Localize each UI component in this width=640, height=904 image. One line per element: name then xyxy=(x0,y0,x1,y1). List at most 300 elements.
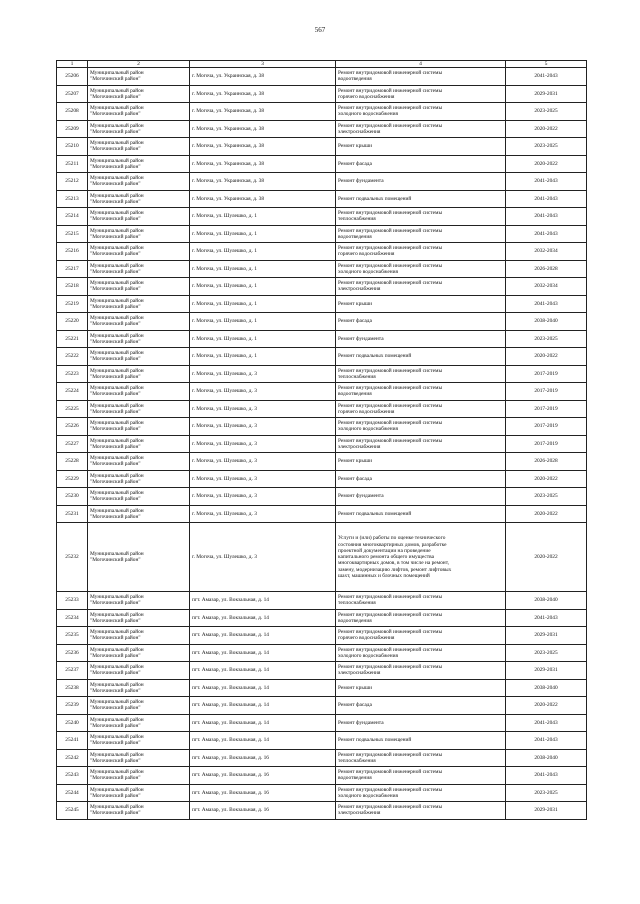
work-type-line: горячего водоснабжения xyxy=(338,408,395,415)
address-cell: г. Могоча, ул. Шулешко, д. 1 xyxy=(190,278,336,296)
row-number-cell: 25220 xyxy=(57,313,88,331)
table-row xyxy=(57,627,587,645)
work-type-line: горячего водоснабжения xyxy=(338,635,395,642)
address-cell: г. Могоча, ул. Шулешко, д. 1 xyxy=(190,313,336,331)
municipality-line: "Могочинский район" xyxy=(90,373,141,380)
table-row xyxy=(57,85,587,103)
municipality-cell xyxy=(88,120,190,138)
work-type-line: Ремонт внутридомовой инженерной системы xyxy=(338,769,443,776)
address-cell: пгт. Амазар, ул. Вокзальная, д. 14 xyxy=(190,679,336,697)
municipality-line: Муниципальный район xyxy=(90,699,144,706)
table-row xyxy=(57,138,587,156)
municipality-line: Муниципальный район xyxy=(90,804,144,811)
row-number-cell: 25217 xyxy=(57,260,88,278)
work-type-line: Ремонт внутридомовой инженерной системы xyxy=(338,210,443,217)
row-number-cell: 25236 xyxy=(57,644,88,662)
planned-period-cell: 2017-2019 xyxy=(506,435,587,453)
address-cell: г. Могоча, ул. Украинская, д. 38 xyxy=(190,103,336,121)
work-type-line: теплоснабжения xyxy=(338,373,376,380)
address-cell: пгт. Амазар, ул. Вокзальная, д. 14 xyxy=(190,592,336,610)
work-type-cell xyxy=(336,609,506,627)
municipality-cell xyxy=(88,627,190,645)
municipality-line: "Могочинский район" xyxy=(90,478,141,485)
table-row xyxy=(57,679,587,697)
work-type-line: Ремонт крыши xyxy=(338,143,372,150)
row-number-cell: 25209 xyxy=(57,120,88,138)
municipality-line: Муниципальный район xyxy=(90,175,144,182)
municipality-cell xyxy=(88,208,190,226)
address-cell: г. Могоча, ул. Шулешко, д. 1 xyxy=(190,208,336,226)
work-type-line: Ремонт внутридомовой инженерной системы xyxy=(338,122,443,129)
municipality-line: Муниципальный район xyxy=(90,140,144,147)
table-row xyxy=(57,278,587,296)
municipality-line: "Могочинский район" xyxy=(90,740,141,747)
municipality-line: Муниципальный район xyxy=(90,455,144,462)
municipality-line: "Могочинский район" xyxy=(90,338,141,345)
municipality-cell xyxy=(88,260,190,278)
municipality-line: Муниципальный район xyxy=(90,70,144,77)
column-header-2: 2 xyxy=(88,61,190,68)
table-row xyxy=(57,609,587,627)
work-type-line: Услуги и (или) работы по оценке технического xyxy=(338,535,446,542)
work-type-line: Ремонт внутридомовой инженерной системы xyxy=(338,664,443,671)
work-type-cell xyxy=(336,208,506,226)
table-row xyxy=(57,173,587,191)
municipality-line: "Могочинский район" xyxy=(90,391,141,398)
work-type-line: холодного водоснабжения xyxy=(338,111,398,118)
address-cell: пгт. Амазар, ул. Вокзальная, д. 16 xyxy=(190,784,336,802)
municipality-line: "Могочинский район" xyxy=(90,321,141,328)
municipality-cell xyxy=(88,523,190,592)
municipality-line: "Могочинский район" xyxy=(90,705,141,712)
work-type-line: Ремонт фундамента xyxy=(338,335,384,342)
table-row xyxy=(57,155,587,173)
planned-period-cell: 2023-2025 xyxy=(506,784,587,802)
work-type-cell xyxy=(336,470,506,488)
municipality-cell xyxy=(88,470,190,488)
row-number-cell: 25242 xyxy=(57,749,88,767)
planned-period-cell: 2023-2025 xyxy=(506,138,587,156)
municipality-line: "Могочинский район" xyxy=(90,775,141,782)
municipality-cell xyxy=(88,418,190,436)
table-row xyxy=(57,470,587,488)
planned-period-cell: 2020-2022 xyxy=(506,155,587,173)
work-type-cell xyxy=(336,225,506,243)
address-cell: пгт. Амазар, ул. Вокзальная, д. 14 xyxy=(190,697,336,715)
repair-schedule-table xyxy=(56,60,587,820)
work-type-line: Ремонт фасада xyxy=(338,318,372,325)
planned-period-cell: 2041-2043 xyxy=(506,225,587,243)
planned-period-cell: 2017-2019 xyxy=(506,418,587,436)
municipality-line: "Могочинский район" xyxy=(90,233,141,240)
table-row xyxy=(57,644,587,662)
row-number-cell: 25238 xyxy=(57,679,88,697)
table-row xyxy=(57,295,587,313)
work-type-line: холодного водоснабжения xyxy=(338,268,398,275)
municipality-cell xyxy=(88,453,190,471)
row-number-cell: 25234 xyxy=(57,609,88,627)
municipality-cell xyxy=(88,592,190,610)
table-row xyxy=(57,802,587,820)
planned-period-cell: 2017-2019 xyxy=(506,365,587,383)
work-type-line: Ремонт внутридомовой инженерной системы xyxy=(338,804,443,811)
municipality-line: "Могочинский район" xyxy=(90,443,141,450)
planned-period-cell: 2029-2031 xyxy=(506,662,587,680)
row-number-cell: 25206 xyxy=(57,68,88,86)
table-row xyxy=(57,208,587,226)
address-cell: г. Могоча, ул. Шулешко, д. 3 xyxy=(190,418,336,436)
work-type-line: Ремонт фундамента xyxy=(338,719,384,726)
address-cell: г. Могоча, ул. Украинская, д. 38 xyxy=(190,155,336,173)
municipality-line: "Могочинский район" xyxy=(90,600,141,607)
table-row xyxy=(57,225,587,243)
work-type-cell xyxy=(336,173,506,191)
row-number-cell: 25226 xyxy=(57,418,88,436)
work-type-cell xyxy=(336,103,506,121)
municipality-cell xyxy=(88,609,190,627)
work-type-line: водоотведения xyxy=(338,391,372,398)
planned-period-cell: 2038-2040 xyxy=(506,592,587,610)
municipality-line: Муниципальный район xyxy=(90,122,144,129)
work-type-cell xyxy=(336,418,506,436)
municipality-line: Муниципальный район xyxy=(90,437,144,444)
work-type-cell xyxy=(336,784,506,802)
planned-period-cell: 2026-2028 xyxy=(506,453,587,471)
work-type-cell xyxy=(336,295,506,313)
table-row xyxy=(57,435,587,453)
address-cell: г. Могоча, ул. Шулешко, д. 1 xyxy=(190,243,336,261)
table-row xyxy=(57,313,587,331)
table-row xyxy=(57,330,587,348)
municipality-cell xyxy=(88,243,190,261)
municipality-line: "Могочинский район" xyxy=(90,146,141,153)
work-type-cell xyxy=(336,348,506,366)
row-number-cell: 25228 xyxy=(57,453,88,471)
municipality-line: "Могочинский район" xyxy=(90,356,141,363)
table-row xyxy=(57,383,587,401)
planned-period-cell: 2032-2034 xyxy=(506,243,587,261)
planned-period-cell: 2020-2022 xyxy=(506,470,587,488)
municipality-line: "Могочинский район" xyxy=(90,286,141,293)
row-number-cell: 25241 xyxy=(57,732,88,750)
work-type-cell xyxy=(336,714,506,732)
municipality-line: Муниципальный район xyxy=(90,245,144,252)
column-header-5: 5 xyxy=(506,61,587,68)
work-type-line: Ремонт крыши xyxy=(338,300,372,307)
row-number-cell: 25213 xyxy=(57,190,88,208)
municipality-line: Муниципальный район xyxy=(90,472,144,479)
work-type-line: электроснабжения xyxy=(338,443,381,450)
table-row xyxy=(57,68,587,86)
table-row xyxy=(57,120,587,138)
table-row xyxy=(57,714,587,732)
address-cell: г. Могоча, ул. Украинская, д. 38 xyxy=(190,173,336,191)
work-type-line: Ремонт внутридомовой инженерной системы xyxy=(338,105,443,112)
work-type-line: Ремонт внутридомовой инженерной системы xyxy=(338,70,443,77)
work-type-line: Ремонт внутридомовой инженерной системы xyxy=(338,751,443,758)
municipality-line: "Могочинский район" xyxy=(90,111,141,118)
municipality-cell xyxy=(88,365,190,383)
work-type-line: Ремонт внутридомовой инженерной системы xyxy=(338,594,443,601)
municipality-cell xyxy=(88,138,190,156)
municipality-line: Муниципальный район xyxy=(90,315,144,322)
planned-period-cell: 2032-2034 xyxy=(506,278,587,296)
work-type-line: Ремонт фундамента xyxy=(338,493,384,500)
municipality-cell xyxy=(88,644,190,662)
planned-period-cell: 2041-2043 xyxy=(506,68,587,86)
row-number-cell: 25221 xyxy=(57,330,88,348)
work-type-cell xyxy=(336,732,506,750)
municipality-line: Муниципальный район xyxy=(90,367,144,374)
table-row xyxy=(57,697,587,715)
work-type-cell xyxy=(336,243,506,261)
work-type-line: Ремонт подвальных помещений xyxy=(338,195,412,202)
municipality-line: Муниципальный район xyxy=(90,786,144,793)
address-cell: пгт. Амазар, ул. Вокзальная, д. 14 xyxy=(190,609,336,627)
address-cell: г. Могоча, ул. Шулешко, д. 3 xyxy=(190,365,336,383)
municipality-line: Муниципальный район xyxy=(90,611,144,618)
municipality-line: Муниципальный район xyxy=(90,332,144,339)
work-type-line: электроснабжения xyxy=(338,286,381,293)
work-type-cell xyxy=(336,697,506,715)
municipality-line: "Могочинский район" xyxy=(90,670,141,677)
table-row xyxy=(57,453,587,471)
municipality-cell xyxy=(88,173,190,191)
work-type-line: замену, модернизацию лифтов, ремонт лифтовых xyxy=(338,566,452,573)
table-row xyxy=(57,732,587,750)
municipality-cell xyxy=(88,714,190,732)
work-type-line: Ремонт крыши xyxy=(338,684,372,691)
address-cell: г. Могоча, ул. Шулешко, д. 1 xyxy=(190,330,336,348)
row-number-cell: 25215 xyxy=(57,225,88,243)
planned-period-cell: 2020-2022 xyxy=(506,523,587,592)
planned-period-cell: 2017-2019 xyxy=(506,400,587,418)
municipality-line: Муниципальный район xyxy=(90,769,144,776)
row-number-cell: 25212 xyxy=(57,173,88,191)
municipality-cell xyxy=(88,697,190,715)
municipality-line: "Могочинский район" xyxy=(90,757,141,764)
municipality-cell xyxy=(88,278,190,296)
address-cell: пгт. Амазар, ул. Вокзальная, д. 16 xyxy=(190,767,336,785)
row-number-cell: 25231 xyxy=(57,505,88,523)
table-row xyxy=(57,749,587,767)
address-cell: г. Могоча, ул. Шулешко, д. 3 xyxy=(190,453,336,471)
municipality-cell xyxy=(88,435,190,453)
municipality-line: Муниципальный район xyxy=(90,87,144,94)
work-type-cell xyxy=(336,453,506,471)
work-type-line: водоотведения xyxy=(338,775,372,782)
table-row xyxy=(57,505,587,523)
address-cell: г. Могоча, ул. Шулешко, д. 3 xyxy=(190,523,336,592)
work-type-cell xyxy=(336,383,506,401)
municipality-cell xyxy=(88,732,190,750)
municipality-line: "Могочинский район" xyxy=(90,513,141,520)
planned-period-cell: 2026-2028 xyxy=(506,260,587,278)
planned-period-cell: 2041-2043 xyxy=(506,295,587,313)
table-row xyxy=(57,348,587,366)
municipality-line: Муниципальный район xyxy=(90,157,144,164)
planned-period-cell: 2029-2031 xyxy=(506,627,587,645)
work-type-line: Ремонт внутридомовой инженерной системы xyxy=(338,227,443,234)
work-type-line: Ремонт внутридомовой инженерной системы xyxy=(338,245,443,252)
work-type-cell xyxy=(336,592,506,610)
municipality-line: Муниципальный район xyxy=(90,420,144,427)
address-cell: г. Могоча, ул. Шулешко, д. 1 xyxy=(190,225,336,243)
row-number-cell: 25225 xyxy=(57,400,88,418)
municipality-line: "Могочинский район" xyxy=(90,303,141,310)
municipality-cell xyxy=(88,488,190,506)
row-number-cell: 25214 xyxy=(57,208,88,226)
address-cell: пгт. Амазар, ул. Вокзальная, д. 14 xyxy=(190,714,336,732)
address-cell: пгт. Амазар, ул. Вокзальная, д. 16 xyxy=(190,802,336,820)
row-number-cell: 25224 xyxy=(57,383,88,401)
work-type-line: состояния многоквартирных домов, разработке xyxy=(338,541,447,548)
address-cell: г. Могоча, ул. Шулешко, д. 3 xyxy=(190,505,336,523)
work-type-cell xyxy=(336,435,506,453)
address-cell: г. Могоча, ул. Украинская, д. 38 xyxy=(190,120,336,138)
planned-period-cell: 2020-2022 xyxy=(506,348,587,366)
municipality-cell xyxy=(88,400,190,418)
address-cell: пгт. Амазар, ул. Вокзальная, д. 14 xyxy=(190,732,336,750)
planned-period-cell: 2017-2019 xyxy=(506,383,587,401)
row-number-cell: 25227 xyxy=(57,435,88,453)
work-type-line: Ремонт внутридомовой инженерной системы xyxy=(338,280,443,287)
municipality-line: "Могочинский район" xyxy=(90,408,141,415)
municipality-cell xyxy=(88,85,190,103)
work-type-line: Ремонт подвальных помещений xyxy=(338,737,412,744)
municipality-line: Муниципальный район xyxy=(90,751,144,758)
row-number-cell: 25218 xyxy=(57,278,88,296)
municipality-line: "Могочинский район" xyxy=(90,617,141,624)
work-type-cell xyxy=(336,662,506,680)
address-cell: г. Могоча, ул. Шулешко, д. 1 xyxy=(190,295,336,313)
municipality-cell xyxy=(88,505,190,523)
row-number-cell: 25207 xyxy=(57,85,88,103)
table-row xyxy=(57,243,587,261)
table-row xyxy=(57,662,587,680)
column-header-4: 4 xyxy=(336,61,506,68)
address-cell: г. Могоча, ул. Шулешко, д. 3 xyxy=(190,383,336,401)
work-type-line: Ремонт внутридомовой инженерной системы xyxy=(338,367,443,374)
planned-period-cell: 2041-2043 xyxy=(506,190,587,208)
municipality-cell xyxy=(88,749,190,767)
table-row xyxy=(57,260,587,278)
municipality-line: "Могочинский район" xyxy=(90,93,141,100)
row-number-cell: 25240 xyxy=(57,714,88,732)
address-cell: пгт. Амазар, ул. Вокзальная, д. 14 xyxy=(190,644,336,662)
planned-period-cell: 2041-2043 xyxy=(506,609,587,627)
table-row xyxy=(57,103,587,121)
address-cell: г. Могоча, ул. Шулешко, д. 3 xyxy=(190,488,336,506)
municipality-line: "Могочинский район" xyxy=(90,635,141,642)
work-type-line: Ремонт внутридомовой инженерной системы xyxy=(338,611,443,618)
row-number-cell: 25223 xyxy=(57,365,88,383)
work-type-line: холодного водоснабжения xyxy=(338,426,398,433)
planned-period-cell: 2029-2031 xyxy=(506,802,587,820)
row-number-cell: 25229 xyxy=(57,470,88,488)
table-row xyxy=(57,365,587,383)
table-row xyxy=(57,400,587,418)
planned-period-cell: 2029-2031 xyxy=(506,85,587,103)
work-type-line: электроснабжения xyxy=(338,810,381,817)
row-number-cell: 25211 xyxy=(57,155,88,173)
address-cell: г. Могоча, ул. Шулешко, д. 3 xyxy=(190,470,336,488)
municipality-line: "Могочинский район" xyxy=(90,687,141,694)
municipality-cell xyxy=(88,662,190,680)
work-type-cell xyxy=(336,679,506,697)
planned-period-cell: 2041-2043 xyxy=(506,767,587,785)
municipality-cell xyxy=(88,383,190,401)
planned-period-cell: 2038-2040 xyxy=(506,749,587,767)
municipality-line: Муниципальный район xyxy=(90,681,144,688)
address-cell: г. Могоча, ул. Украинская, д. 38 xyxy=(190,68,336,86)
work-type-cell xyxy=(336,802,506,820)
municipality-line: Муниципальный район xyxy=(90,105,144,112)
address-cell: пгт. Амазар, ул. Вокзальная, д. 14 xyxy=(190,627,336,645)
municipality-line: "Могочинский район" xyxy=(90,198,141,205)
municipality-line: "Могочинский район" xyxy=(90,557,141,564)
table-row xyxy=(57,592,587,610)
column-header-1: 1 xyxy=(57,61,88,68)
work-type-line: горячего водоснабжения xyxy=(338,93,395,100)
address-cell: пгт. Амазар, ул. Вокзальная, д. 16 xyxy=(190,749,336,767)
work-type-cell xyxy=(336,767,506,785)
work-type-cell xyxy=(336,85,506,103)
municipality-line: "Могочинский район" xyxy=(90,216,141,223)
work-type-cell xyxy=(336,505,506,523)
work-type-line: Ремонт внутридомовой инженерной системы xyxy=(338,786,443,793)
work-type-line: Ремонт внутридомовой инженерной системы xyxy=(338,437,443,444)
work-type-cell xyxy=(336,138,506,156)
municipality-line: Муниципальный район xyxy=(90,350,144,357)
planned-period-cell: 2041-2043 xyxy=(506,208,587,226)
row-number-cell: 25222 xyxy=(57,348,88,366)
municipality-line: Муниципальный район xyxy=(90,507,144,514)
row-number-cell: 25210 xyxy=(57,138,88,156)
row-number-cell: 25230 xyxy=(57,488,88,506)
table-row xyxy=(57,784,587,802)
work-type-line: Ремонт внутридомовой инженерной системы xyxy=(338,420,443,427)
work-type-line: теплоснабжения xyxy=(338,216,376,223)
address-cell: г. Могоча, ул. Шулешко, д. 3 xyxy=(190,400,336,418)
municipality-cell xyxy=(88,295,190,313)
municipality-line: "Могочинский район" xyxy=(90,251,141,258)
row-number-cell: 25244 xyxy=(57,784,88,802)
work-type-line: Ремонт фасада xyxy=(338,702,372,709)
work-type-cell xyxy=(336,627,506,645)
work-type-line: Ремонт фасада xyxy=(338,160,372,167)
work-type-line: холодного водоснабжения xyxy=(338,652,398,659)
municipality-line: Муниципальный район xyxy=(90,716,144,723)
work-type-line: Ремонт внутридомовой инженерной системы xyxy=(338,262,443,269)
address-cell: г. Могоча, ул. Шулешко, д. 1 xyxy=(190,260,336,278)
municipality-line: Муниципальный район xyxy=(90,629,144,636)
page-number: 567 xyxy=(314,26,326,34)
work-type-line: проектной документации на проведение xyxy=(338,547,431,554)
row-number-cell: 25216 xyxy=(57,243,88,261)
planned-period-cell: 2023-2025 xyxy=(506,644,587,662)
column-header-3: 3 xyxy=(190,61,336,68)
table-row xyxy=(57,523,587,592)
planned-period-cell: 2020-2022 xyxy=(506,505,587,523)
work-type-line: электроснабжения xyxy=(338,670,381,677)
municipality-line: "Могочинский район" xyxy=(90,268,141,275)
work-type-line: Ремонт фасада xyxy=(338,475,372,482)
row-number-cell: 25243 xyxy=(57,767,88,785)
row-number-cell: 25233 xyxy=(57,592,88,610)
work-type-line: многоквартирных домов, в том числе на ремонт, xyxy=(338,560,449,567)
municipality-cell xyxy=(88,802,190,820)
